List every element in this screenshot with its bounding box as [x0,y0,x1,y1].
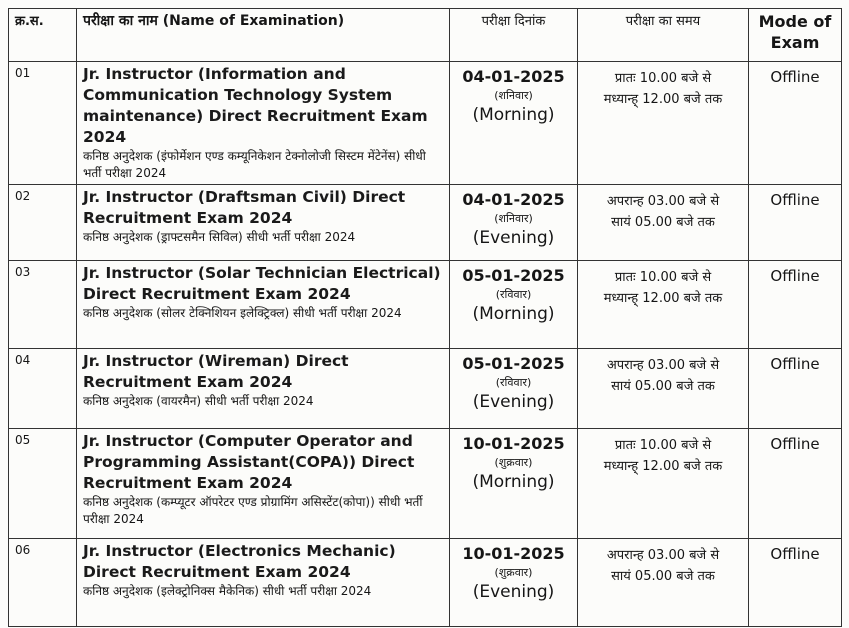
shift-value: (Morning) [472,472,555,492]
time-start: प्रातः 10.00 बजे से [614,270,712,285]
exam-name [77,539,450,627]
exam-time [578,261,749,349]
exam-name [77,349,450,429]
exam-time [578,62,749,185]
serial-number: 04 [9,349,77,429]
exam-time [578,185,749,261]
day-value: (शनिवार) [494,212,533,225]
header-serial-number: क्र.स. [9,9,77,62]
exam-name-hindi: कनिष्ठ अनुदेशक (कम्प्यूटर ऑपरेटर एण्ड प्रोग्रामिंग असिस्टेंट(कोपा)) सीधी भर्ती परीक्षा 2024 [83,495,423,526]
day-value: (शुक्रवार) [494,456,533,469]
exam-schedule [8,8,842,627]
table-row [9,539,842,627]
shift-value: (Morning) [472,105,555,125]
exam-name-english: Jr. Instructor (Solar Technician Electrical) Direct Recruitment Exam 2024 [83,264,441,303]
header-mode-of-exam: Mode of Exam [749,9,842,62]
exam-name [77,429,450,539]
shift-value: (Evening) [472,392,555,412]
exam-time [578,349,749,429]
shift-value: (Evening) [472,228,555,248]
exam-name [77,185,450,261]
exam-name-hindi: कनिष्ठ अनुदेशक (इंफोर्मेशन एण्ड कम्यूनिकेशन टेक्नोलोजी सिस्टम मेंटेनेंस) सीधी भर्ती परीक्षा 2024 [83,149,426,180]
exam-schedule-table [8,8,842,627]
exam-name-english: Jr. Instructor (Wireman) Direct Recruitment Exam 2024 [83,352,349,391]
exam-date [450,429,578,539]
exam-date [450,261,578,349]
table-row [9,349,842,429]
shift-value: (Evening) [472,582,555,602]
day-value: (शनिवार) [494,89,533,102]
time-start: अपरान्ह 03.00 बजे से [606,358,720,373]
day-value: (शुक्रवार) [494,566,533,579]
date-value: 10-01-2025 [462,544,565,563]
exam-mode: Offline [749,185,842,261]
exam-date [450,62,578,185]
day-value: (रविवार) [495,376,532,389]
exam-mode: Offline [749,62,842,185]
exam-name-hindi: कनिष्ठ अनुदेशक (इलेक्ट्रोनिक्स मैकेनिक) सीधी भर्ती परीक्षा 2024 [83,584,372,598]
exam-date [450,349,578,429]
exam-name-hindi: कनिष्ठ अनुदेशक (सोलर टेक्निशियन इलेक्ट्रिक्ल) सीधी भर्ती परीक्षा 2024 [83,306,402,320]
exam-name-hindi: कनिष्ठ अनुदेशक (वायरमैन) सीधी भर्ती परीक्षा 2024 [83,394,314,408]
exam-time [578,539,749,627]
time-start: प्रातः 10.00 बजे से [614,71,712,86]
serial-number: 06 [9,539,77,627]
exam-mode: Offline [749,349,842,429]
date-value: 10-01-2025 [462,434,565,453]
time-end: सायं 05.00 बजे तक [611,379,715,394]
exam-time [578,429,749,539]
serial-number: 03 [9,261,77,349]
time-end: मध्यान्ह् 12.00 बजे तक [603,92,723,107]
exam-name-english: Jr. Instructor (Information and Communication Technology System maintenance) Direct Recruitment Exam 2024 [83,65,428,146]
day-value: (रविवार) [495,288,532,301]
date-value: 04-01-2025 [462,67,565,86]
shift-value: (Morning) [472,304,555,324]
header-row [9,9,842,62]
exam-name [77,62,450,185]
time-start: अपरान्ह 03.00 बजे से [606,194,720,209]
time-end: सायं 05.00 बजे तक [611,215,715,230]
table-row [9,429,842,539]
date-value: 04-01-2025 [462,190,565,209]
exam-date [450,185,578,261]
table-row [9,185,842,261]
table-row [9,261,842,349]
exam-name-english: Jr. Instructor (Computer Operator and Programming Assistant(COPA)) Direct Recruitment Exam 2024 [83,432,415,492]
date-value: 05-01-2025 [462,354,565,373]
exam-mode: Offline [749,429,842,539]
table-row [9,62,842,185]
exam-mode: Offline [749,261,842,349]
time-end: सायं 05.00 बजे तक [611,569,715,584]
time-start: प्रातः 10.00 बजे से [614,438,712,453]
serial-number: 02 [9,185,77,261]
serial-number: 01 [9,62,77,185]
exam-name-english: Jr. Instructor (Draftsman Civil) Direct Recruitment Exam 2024 [83,188,406,227]
header-exam-date: परीक्षा दिनांक [450,9,578,62]
serial-number: 05 [9,429,77,539]
exam-name-english: Jr. Instructor (Electronics Mechanic) Direct Recruitment Exam 2024 [83,542,396,581]
exam-name-hindi: कनिष्ठ अनुदेशक (ड्राफ्टसमैन सिविल) सीधी भर्ती परीक्षा 2024 [83,230,356,244]
time-end: मध्यान्ह् 12.00 बजे तक [603,291,723,306]
exam-name [77,261,450,349]
header-exam-name: परीक्षा का नाम (Name of Examination) [77,9,450,62]
header-exam-time: परीक्षा का समय [578,9,749,62]
time-end: मध्यान्ह् 12.00 बजे तक [603,459,723,474]
exam-date [450,539,578,627]
time-start: अपरान्ह 03.00 बजे से [606,548,720,563]
exam-mode: Offline [749,539,842,627]
date-value: 05-01-2025 [462,266,565,285]
